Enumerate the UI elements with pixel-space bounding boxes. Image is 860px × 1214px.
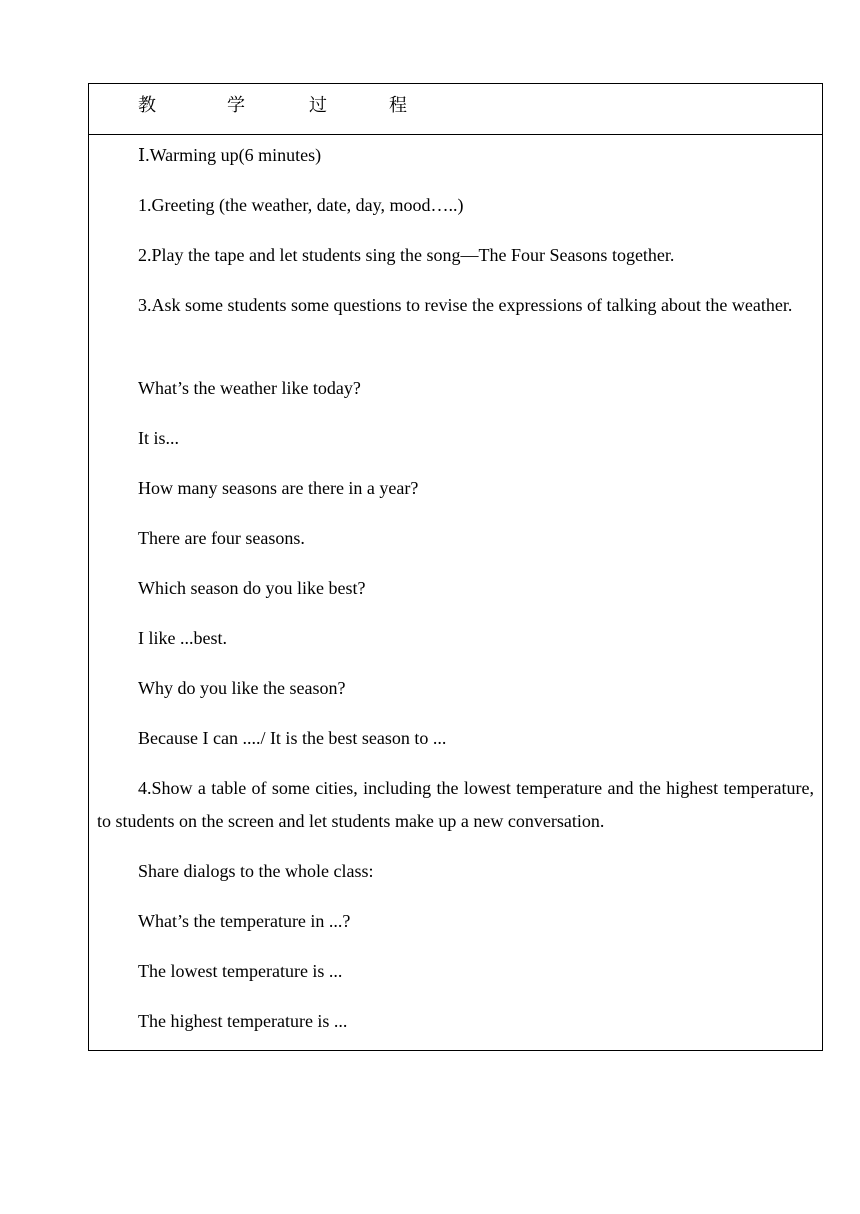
header-char-xue: 学 (227, 95, 245, 116)
paragraph: 1.Greeting (the weather, date, day, mood…..) (138, 195, 464, 215)
dialog-line: What’s the weather like today? (138, 378, 361, 398)
paragraph: 2.Play the tape and let students sing the song—The Four Seasons together. (138, 245, 675, 265)
dialog-line: It is... (138, 428, 180, 448)
dialog-line: The lowest temperature is ... (138, 961, 343, 981)
paragraph: 3.Ask some students some questions to revise the expressions of talking about the weather. (138, 295, 793, 315)
header-char-jiao: 教 (138, 95, 156, 116)
table-header-row (89, 84, 822, 135)
section-heading: Ⅰ.Warming up(6 minutes) (138, 145, 322, 165)
dialog-line: The highest temperature is ... (138, 1011, 348, 1031)
dialog-line: How many seasons are there in a year? (138, 478, 419, 498)
paragraph: 4.Show a table of some cities, including the lowest temperature and the highest temperature, to students on the screen and let students make up a new conversation. (97, 778, 814, 831)
dialog-line: What’s the temperature in ...? (138, 911, 351, 931)
dialog-line: Which season do you like best? (138, 578, 366, 598)
paragraph: Share dialogs to the whole class: (138, 861, 374, 881)
lesson-table (88, 83, 823, 1051)
dialog-line: Why do you like the season? (138, 678, 346, 698)
header-char-cheng: 程 (389, 95, 407, 116)
dialog-line: Because I can ..../ It is the best season to ... (138, 728, 447, 748)
dialog-line: I like ...best. (138, 628, 227, 648)
dialog-line: There are four seasons. (138, 528, 305, 548)
header-char-guo: 过 (309, 95, 327, 116)
